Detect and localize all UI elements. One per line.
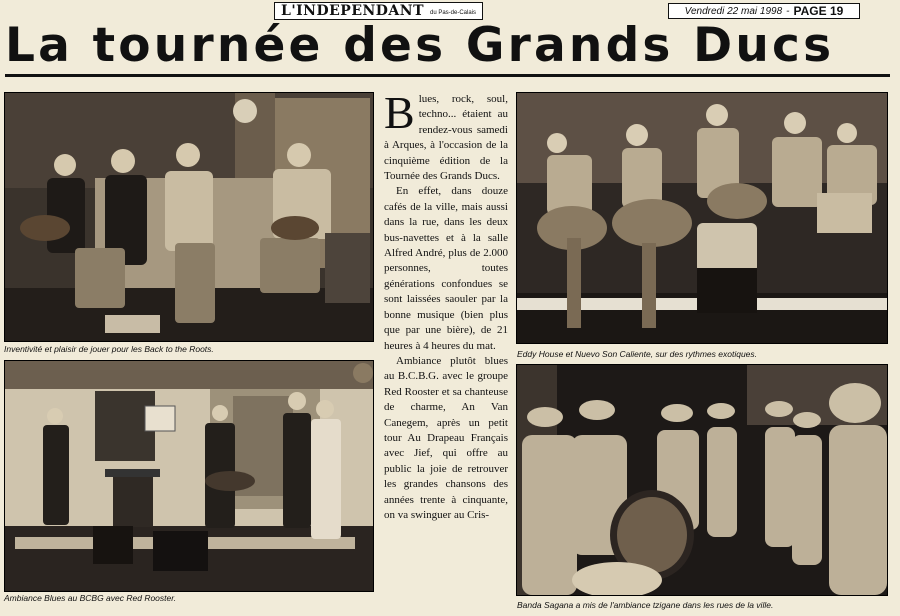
photo-banda-sagana bbox=[516, 364, 888, 596]
issue-date: Vendredi 22 mai 1998 bbox=[684, 5, 783, 17]
newspaper-edition: du Pas-de-Calais bbox=[430, 10, 477, 16]
dateline bbox=[668, 3, 860, 19]
dateline-separator: - bbox=[786, 5, 790, 17]
page-number: PAGE 19 bbox=[793, 4, 844, 18]
headline-rule bbox=[5, 74, 890, 77]
headline: La tournée des Grands Ducs bbox=[5, 18, 835, 73]
caption-photo-4: Banda Sagana a mis de l'ambiance tzigane dans les rues de la ville. bbox=[517, 600, 774, 610]
caption-photo-3: Ambiance Blues au BCBG avec Red Rooster. bbox=[4, 593, 177, 603]
photo-eddy-house bbox=[516, 92, 888, 344]
article-paragraph-1: lues, rock, soul, techno... étaient au rendez-vous samedi à Arques, à l'occasion de la cinquième édition de la Tournée des Grands Ducs. bbox=[384, 93, 508, 183]
caption-photo-2: Eddy House et Nuevo Son Caliente, sur des rythmes exotiques. bbox=[517, 349, 758, 359]
photo-eddy-house-image bbox=[517, 93, 888, 344]
photo-red-rooster bbox=[4, 360, 374, 592]
article-paragraph-3: Ambiance plutôt blues au B.C.B.G. avec le groupe Red Rooster et sa chanteuse de charme, An Van Canegem, après un petit tour Au Drapeau Français avec Jief, qui offre au public la joie de retrouver les grandes chansons des années trente à cinquante, on va swinguer au Cris- bbox=[384, 354, 508, 521]
photo-red-rooster-image bbox=[5, 361, 374, 592]
article-paragraph-2: En effet, dans douze cafés de la ville, mais aussi dans la rue, dans les deux bus-navettes et à la salle Alfred André, plus de 2.000 personnes, toutes générations confondues se sont laissées saouler par la bonne musique (bien plus que par une bière), de 21 heures à 4 heures du mat. bbox=[384, 185, 508, 352]
article-body bbox=[384, 92, 508, 616]
caption-photo-1: Inventivité et plaisir de jouer pour les Back to the Roots. bbox=[4, 344, 214, 354]
photo-banda-sagana-image bbox=[517, 365, 888, 596]
article-dropcap: B bbox=[384, 92, 415, 138]
newspaper-name: L'INDEPENDANT bbox=[281, 3, 424, 19]
photo-back-to-the-roots-image bbox=[5, 93, 374, 342]
photo-back-to-the-roots bbox=[4, 92, 374, 342]
